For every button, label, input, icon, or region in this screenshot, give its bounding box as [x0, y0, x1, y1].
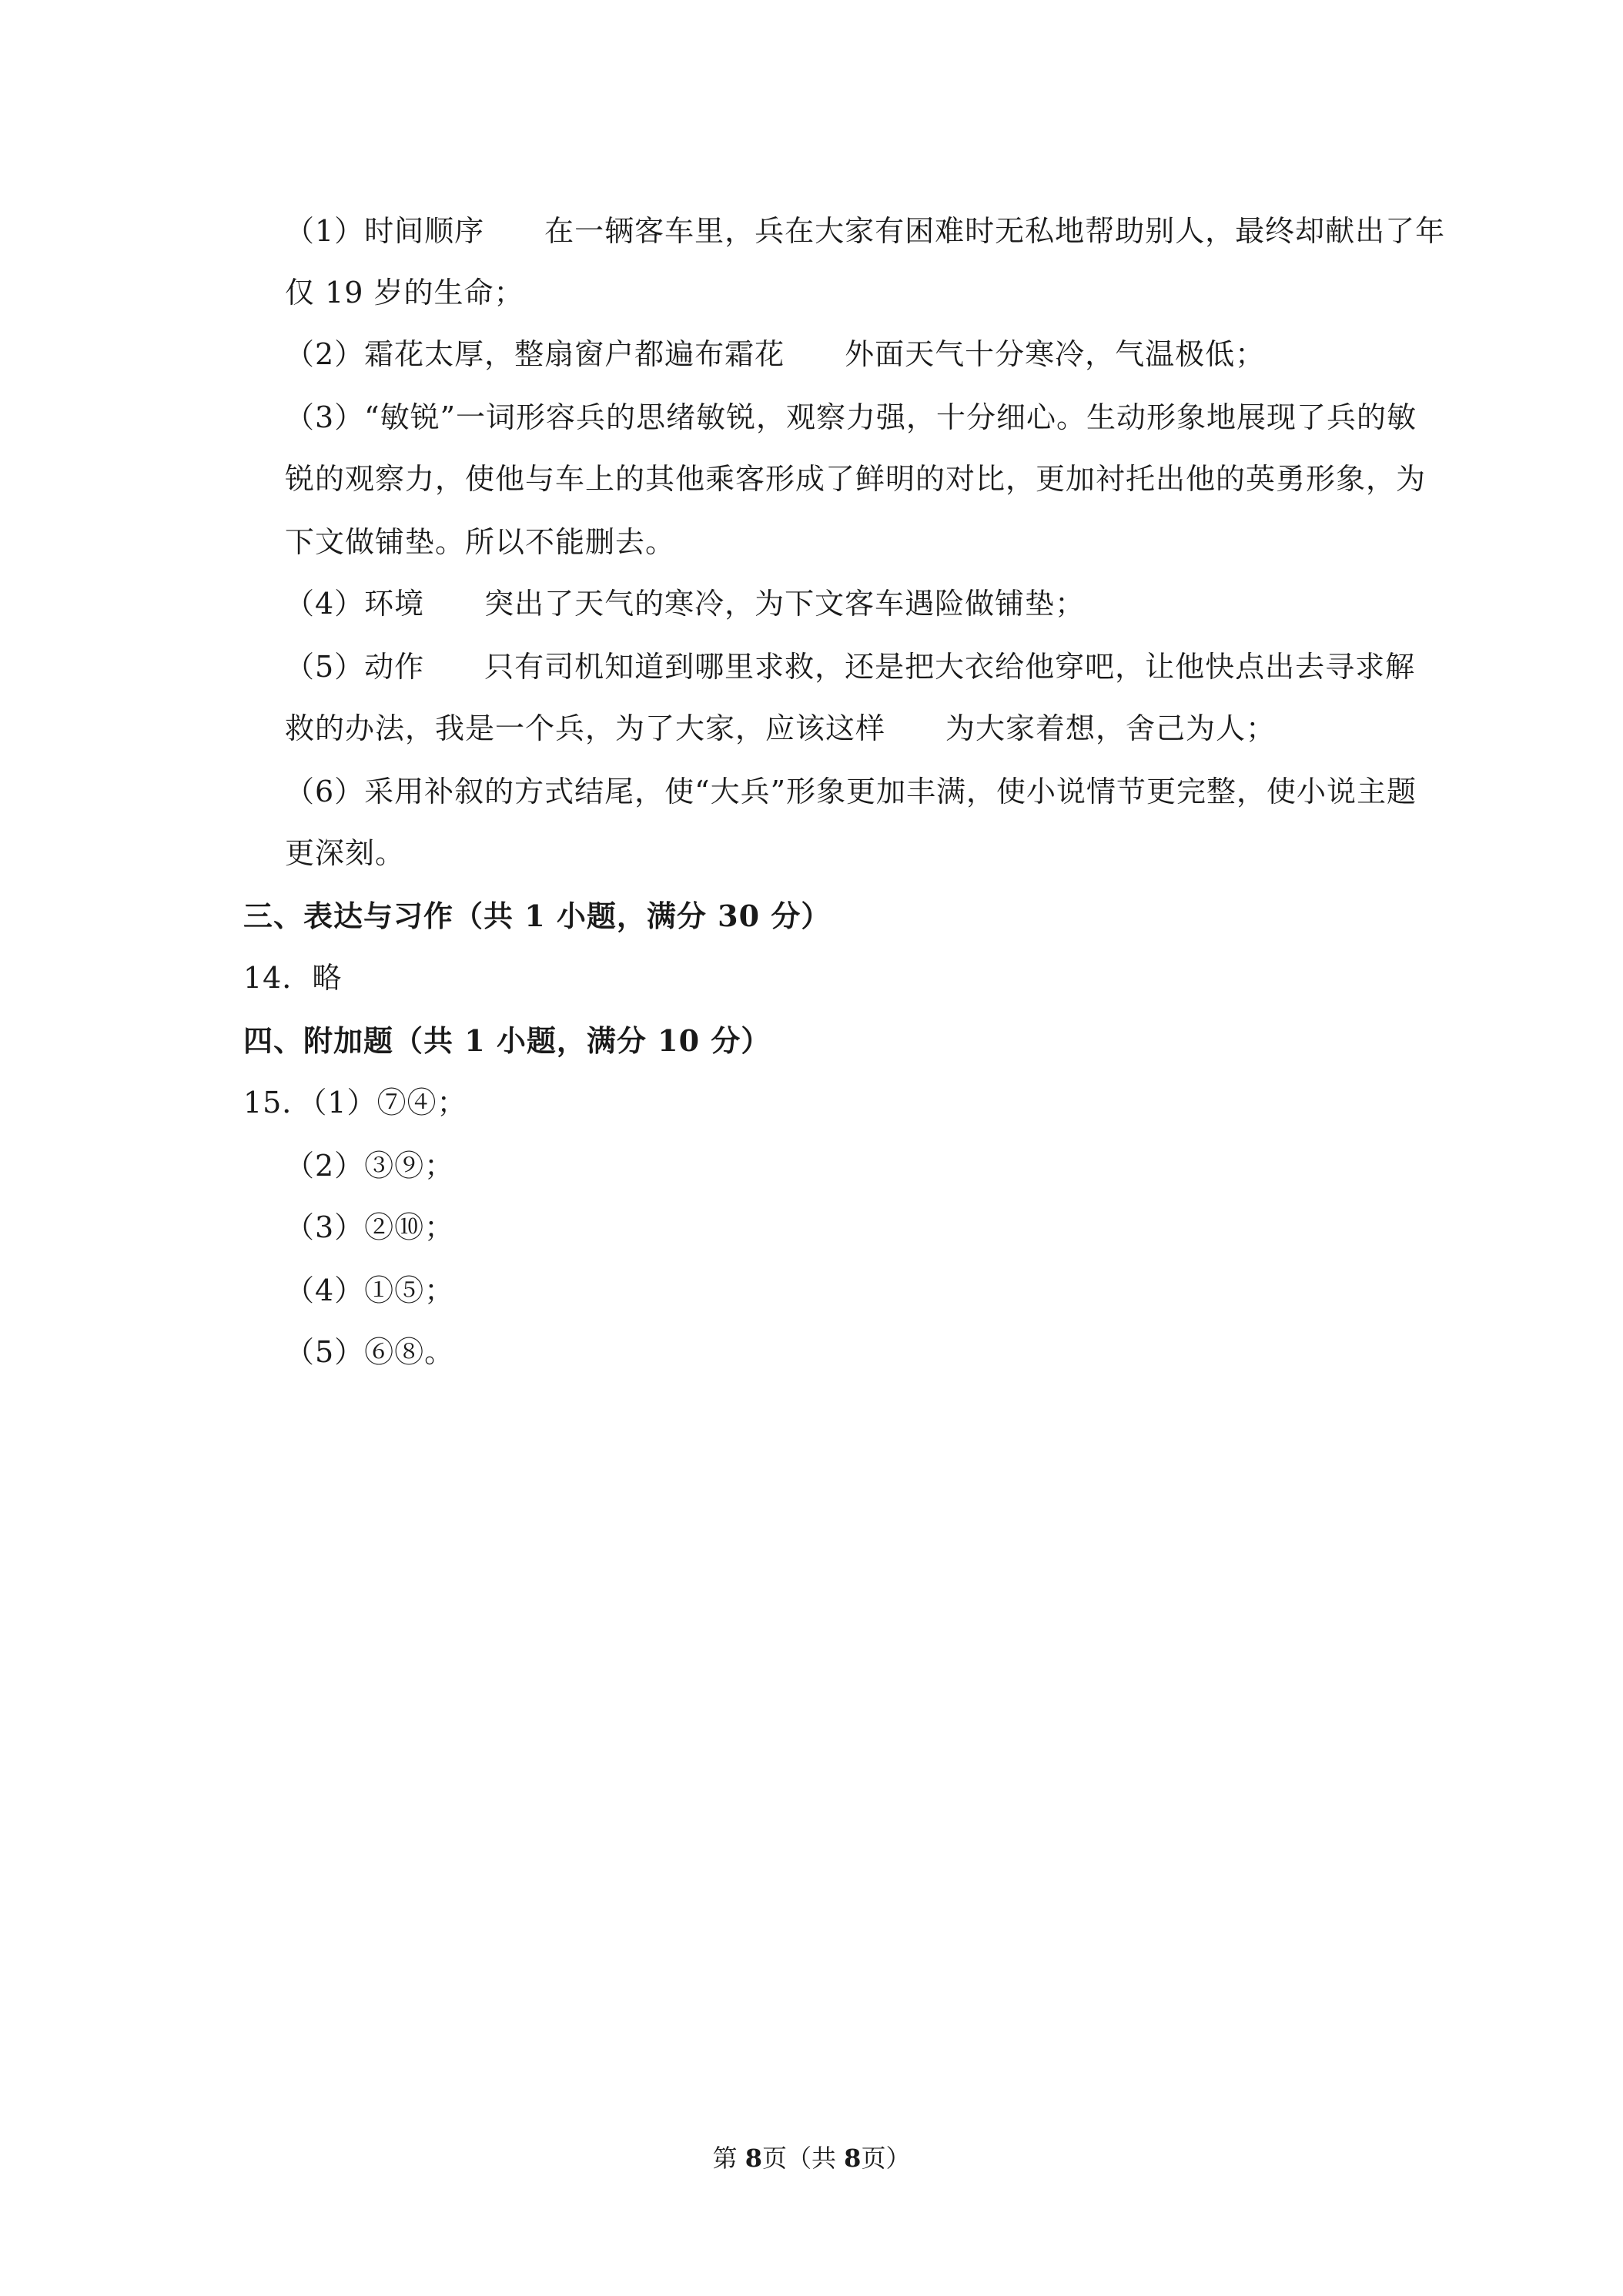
- answer-13-1-line-2: 仅 19 岁的生命；: [285, 276, 524, 310]
- answer-13-6-line-2: 更深刻。: [285, 836, 406, 870]
- footer-total-pages: 8: [844, 2144, 862, 2173]
- footer-prefix: 第: [712, 2144, 745, 2173]
- answer-13-4: （4）环境 突出了天气的寒冷，为下文客车遇险做铺垫；: [285, 587, 1086, 621]
- answer-13-2: （2）霜花太厚，整扇窗户都遍布霜花 外面天气十分寒冷，气温极低；: [285, 337, 1266, 371]
- page-footer: [0, 2143, 1623, 2174]
- answer-15-3: （3）②⑩；: [285, 1210, 455, 1244]
- answer-15-1: 15．（1）⑦④；: [243, 1086, 467, 1120]
- section-4-heading: 四、附加题（共 1 小题，满分 10 分）: [243, 1023, 771, 1058]
- answer-15-5: （5）⑥⑧。: [285, 1335, 455, 1369]
- answer-13-6-line-1: （6）采用补叙的方式结尾，使“大兵”形象更加丰满，使小说情节更完整，使小说主题: [285, 775, 1417, 808]
- answer-13-5-line-2: 救的办法，我是一个兵，为了大家，应该这样 为大家着想，舍己为人；: [285, 711, 1277, 745]
- section-3-heading: 三、表达与习作（共 1 小题，满分 30 分）: [243, 899, 832, 933]
- answer-13-3-line-3: 下文做铺垫。所以不能删去。: [285, 525, 676, 559]
- answer-14: 14．略: [243, 961, 343, 995]
- answer-13-3-line-1: （3）“敏锐”一词形容兵的思绪敏锐，观察力强，十分细心。生动形象地展现了兵的敏: [285, 400, 1417, 434]
- footer-page-number: 8: [745, 2144, 762, 2173]
- footer-middle: 页（共: [761, 2144, 845, 2173]
- answer-15-4: （4）①⑤；: [285, 1274, 455, 1307]
- answer-15-2: （2）③⑨；: [285, 1149, 455, 1183]
- footer-suffix: 页）: [861, 2144, 911, 2173]
- answer-13-5-line-1: （5）动作 只有司机知道到哪里求救，还是把大衣给他穿吧，让他快点出去寻求解: [285, 650, 1416, 684]
- answer-13-3-line-2: 锐的观察力，使他与车上的其他乘客形成了鲜明的对比，更加衬托出他的英勇形象，为: [285, 462, 1427, 496]
- answer-13-1-line-1: （1）时间顺序 在一辆客车里，兵在大家有困难时无私地帮助别人，最终却献出了年: [285, 214, 1446, 248]
